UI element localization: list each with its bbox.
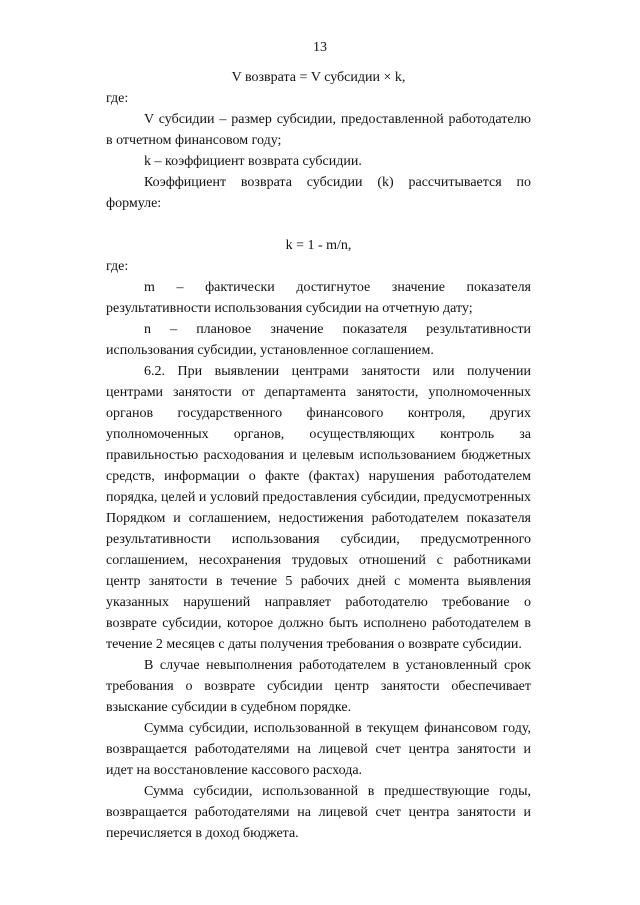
where-label-1: где:: [106, 91, 129, 106]
paragraph-previous-years: Сумма субсидии, использованной в предшествующие годы, возвращается работодателями на лицевой счет центра занятости и перечисляется в доход бюджета.: [106, 784, 531, 841]
definition-n: n – плановое значение показателя результативности использования субсидии, установленное соглашением.: [106, 322, 531, 358]
k-intro-text: Коэффициент возврата субсидии (k) рассчитывается по формуле:: [106, 175, 531, 211]
document-body: [106, 67, 531, 844]
page-number: 13: [313, 40, 327, 55]
paragraph-failure-to-return: В случае невыполнения работодателем в установленный срок требования о возврате субсидии центр занятости обеспечивает взыскание субсидии в судебном порядке.: [106, 658, 531, 715]
definition-k: k – коэффициент возврата субсидии.: [144, 154, 362, 169]
formula-k: k = 1 - m/n,: [285, 238, 352, 253]
where-label-2: где:: [106, 259, 129, 274]
paragraph-current-year: Сумма субсидии, использованной в текущем финансовом году, возвращается работодателями на лицевой счет центра занятости и идет на восстановление кассового расхода.: [106, 721, 531, 778]
paragraph-6-2: 6.2. При выявлении центрами занятости или получении центрами занятости от департамента занятости, уполномоченных органов государственного финансового контроля, других уполномоченных органов, осуществляющих контроль за правильностью расходования и целевым использованием бюджетных средств, информации о факте (фактах) нарушения работодателем порядка, целей и условий предоставления субсидии, предусмотренных Порядком и соглашением, недостижения работодателем показателя результативности использования субсидии, предусмотренного соглашением, несохранения трудовых отношений с работниками центр занятости в течение 5 рабочих дней с момента выявления указанных нарушений направляет работодателю требование о возврате субсидии, которое должно быть исполнено работодателем в течение 2 месяцев с даты получения требования о возврате субсидии.: [106, 364, 531, 652]
definition-v-subsidy: V субсидии – размер субсидии, предоставленной работодателю в отчетном финансовом году;: [106, 112, 531, 148]
spacer: [106, 214, 531, 235]
formula-v-return: V возврата = V субсидии × k,: [231, 70, 406, 85]
definition-m: m – фактически достигнутое значение показателя результативности использования субсидии на отчетную дату;: [106, 280, 531, 316]
